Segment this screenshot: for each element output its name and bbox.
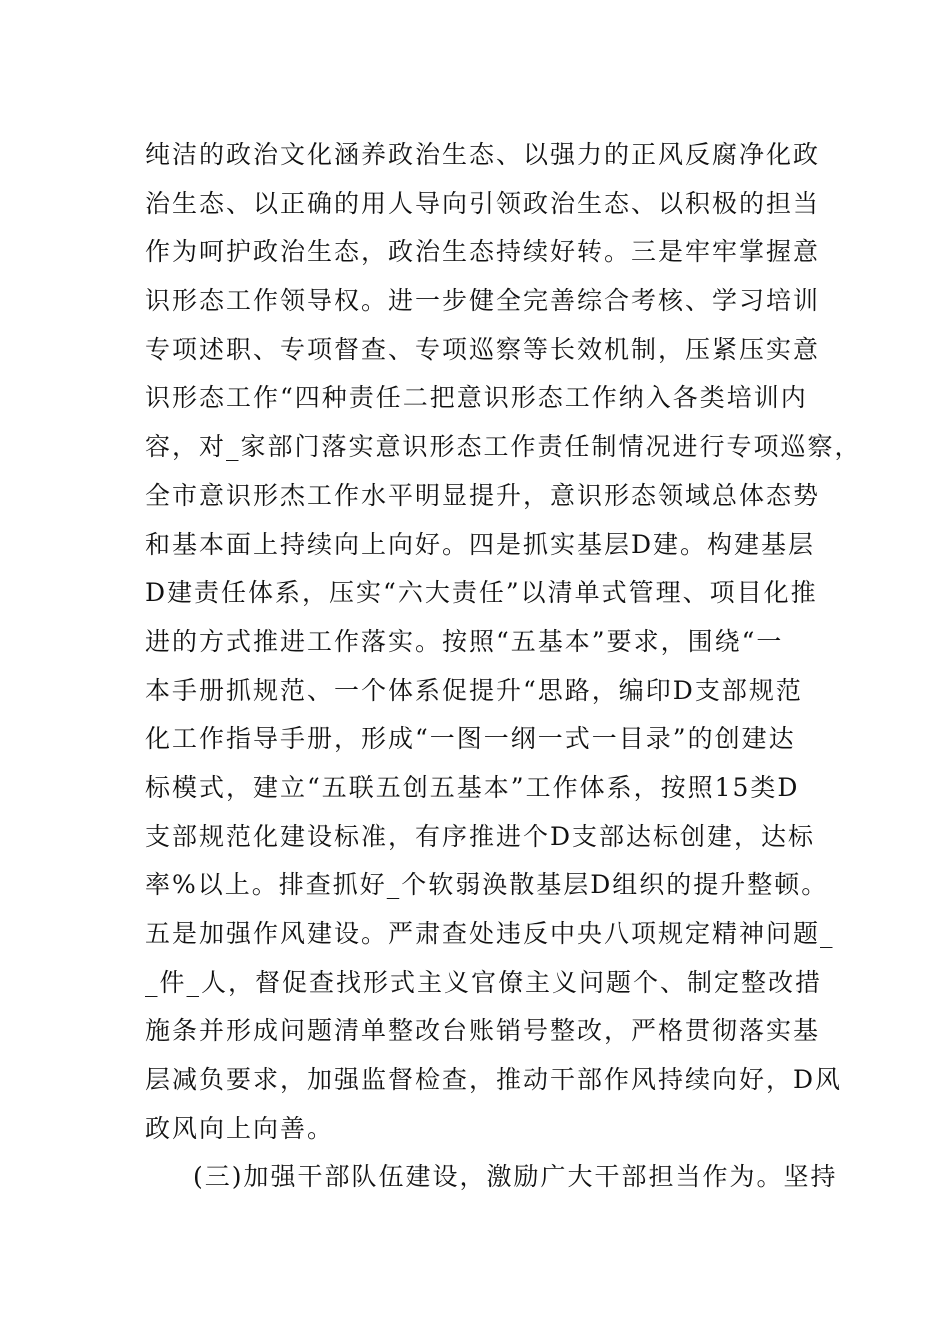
text-line-14: 标模式，建立“五联五创五基本”工作体系，按照15类D bbox=[145, 772, 800, 802]
text-line-3: 作为呵护政治生态，政治生态持续好转。三是牢牢掌握意 bbox=[145, 237, 821, 267]
text-line-8: 全市意识形杰工作水平明显提升，意识形态领域总体态势 bbox=[145, 480, 821, 510]
text-line-7: 容，对_家部门落实意识形态工作责任制情况进行专项巡察， bbox=[145, 432, 862, 462]
text-line-19: 施条并形成问题清单整改台账销号整改，严格贯彻落实基 bbox=[145, 1016, 821, 1046]
text-line-6: 识形态工作“四种责任二把意识形态工作纳入各类培训内 bbox=[145, 383, 808, 413]
text-line-20: 层减负要求，加强监督检查，推动干部作风持续向好，D风 bbox=[145, 1065, 843, 1095]
text-line-18: _件_人，督促查找形式主义官僚主义问题个、制定整改措 bbox=[145, 967, 823, 997]
text-line-9: 和基本面上持续向上向好。四是抓实基层D建。构建基层 bbox=[145, 529, 816, 559]
text-line-4: 识形态工作领导权。进一步健全完善综合考核、学习培训 bbox=[145, 286, 821, 316]
text-line-17: 五是加强作风建设。严肃查处违反中央八项规定精神问题_ bbox=[145, 919, 835, 948]
text-line-2: 治生态、以正确的用人导向引领政治生态、以积极的担当 bbox=[145, 188, 821, 218]
section-heading-line: (三)加强干部队伍建设，激励广大干部担当作为。坚持 bbox=[193, 1162, 838, 1192]
text-line-1: 纯洁的政治文化涵养政治生态、以强力的正风反腐净化政 bbox=[145, 140, 821, 169]
text-line-13: 化工作指导手册，形成“一图一纲一式一目录”的创建达 bbox=[145, 724, 796, 754]
text-line-11: 进的方式推进工作落实。按照“五基本”要求，围绕“一 bbox=[145, 626, 784, 656]
text-line-12: 本手册抓规范、一个体系促提升“思路，编印D支部规范 bbox=[145, 675, 803, 705]
text-line-16: 率%以上。排查抓好_个软弱涣散基层D组织的提升整顿。 bbox=[145, 870, 829, 900]
text-line-15: 支部规范化建设标准，有序推进个D支部达标创建，达标 bbox=[145, 821, 816, 851]
text-line-10: D建责任体系，压实“六大责任”以清单式管理、项目化推 bbox=[145, 578, 818, 608]
body-text bbox=[145, 131, 862, 1202]
text-line-5: 专项述职、专项督查、专项巡察等长效机制，压紧压实意 bbox=[145, 334, 821, 364]
text-line-21: 政风向上向善。 bbox=[145, 1113, 335, 1143]
